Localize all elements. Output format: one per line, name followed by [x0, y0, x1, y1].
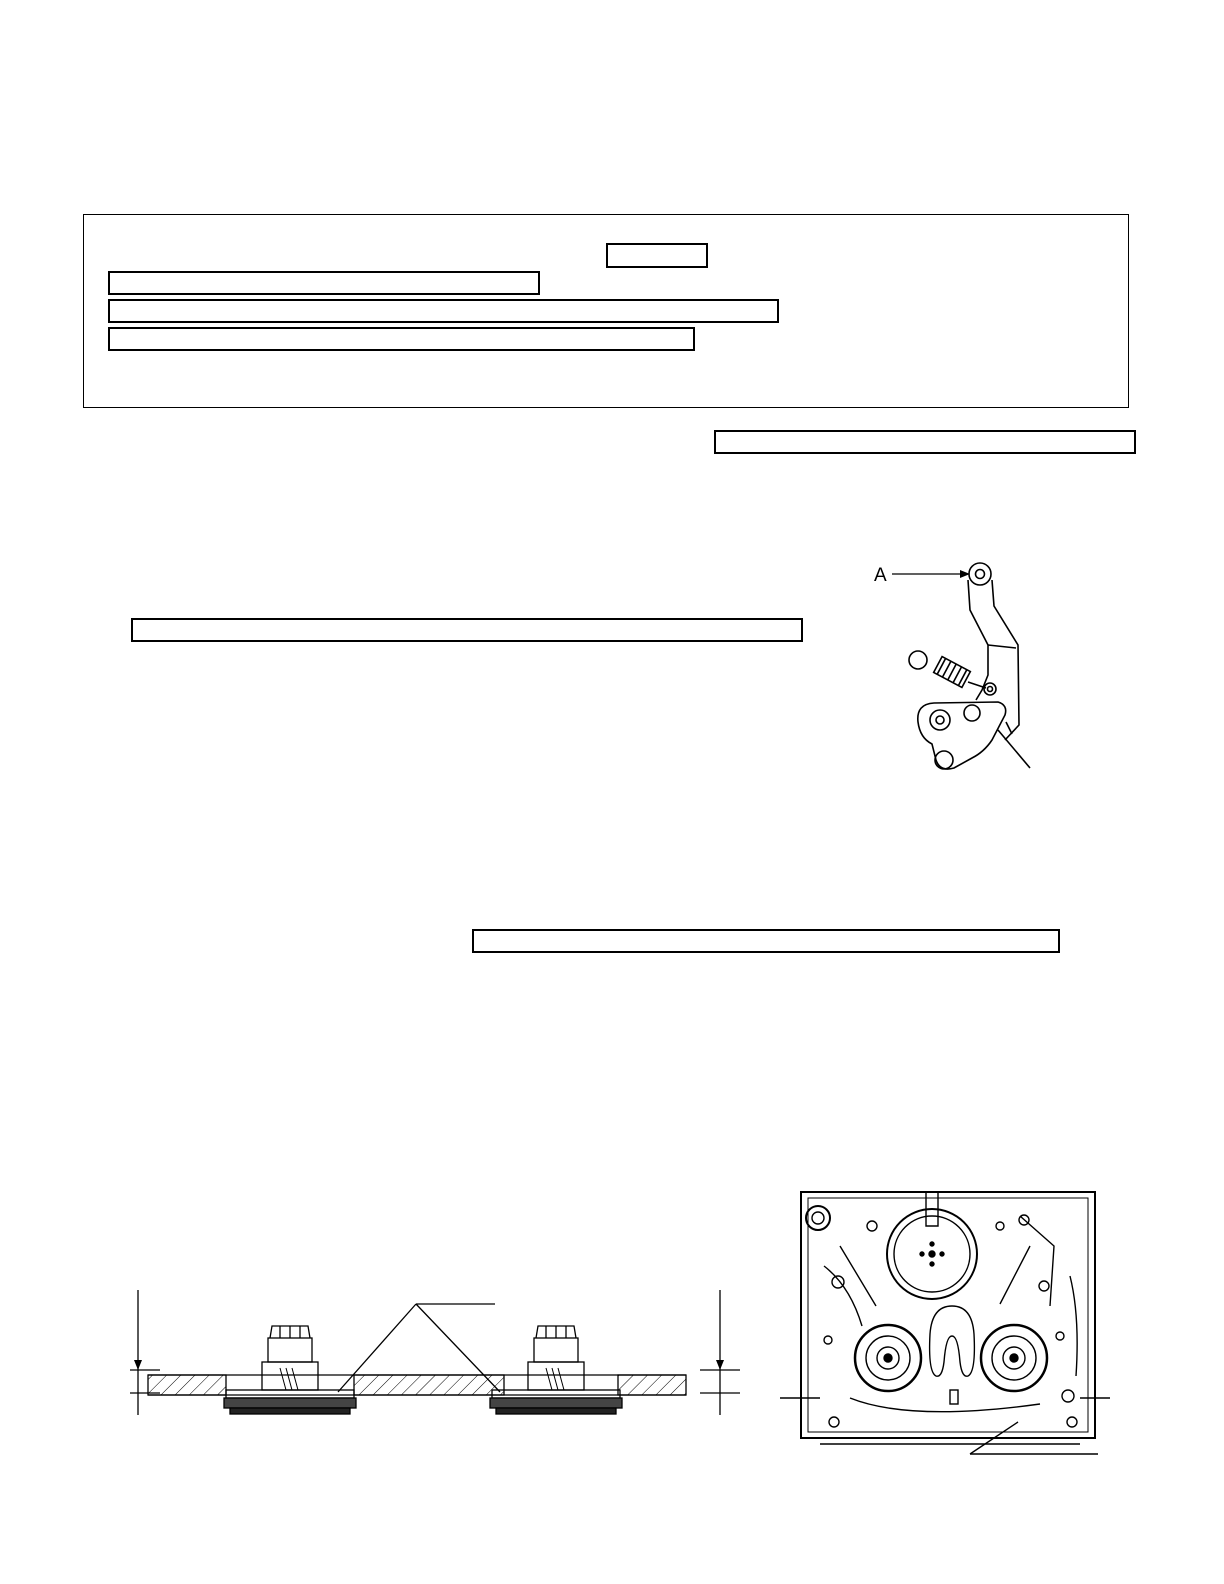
- notice-line-bar-1: [108, 271, 540, 295]
- callout-a-label: A: [874, 565, 887, 586]
- notice-line-bar-2: [108, 299, 779, 323]
- section-heading-bar-2: [131, 618, 803, 642]
- deck-mechanism-figure: [780, 1186, 1110, 1486]
- reel-cross-section-figure: [120, 1280, 760, 1440]
- section-heading-bar-1: [714, 430, 1136, 454]
- lever-arm-figure: [880, 550, 1040, 780]
- notice-line-bar-3: [108, 327, 695, 351]
- section-heading-bar-3: [472, 929, 1060, 953]
- notice-tag-bar: [606, 243, 708, 268]
